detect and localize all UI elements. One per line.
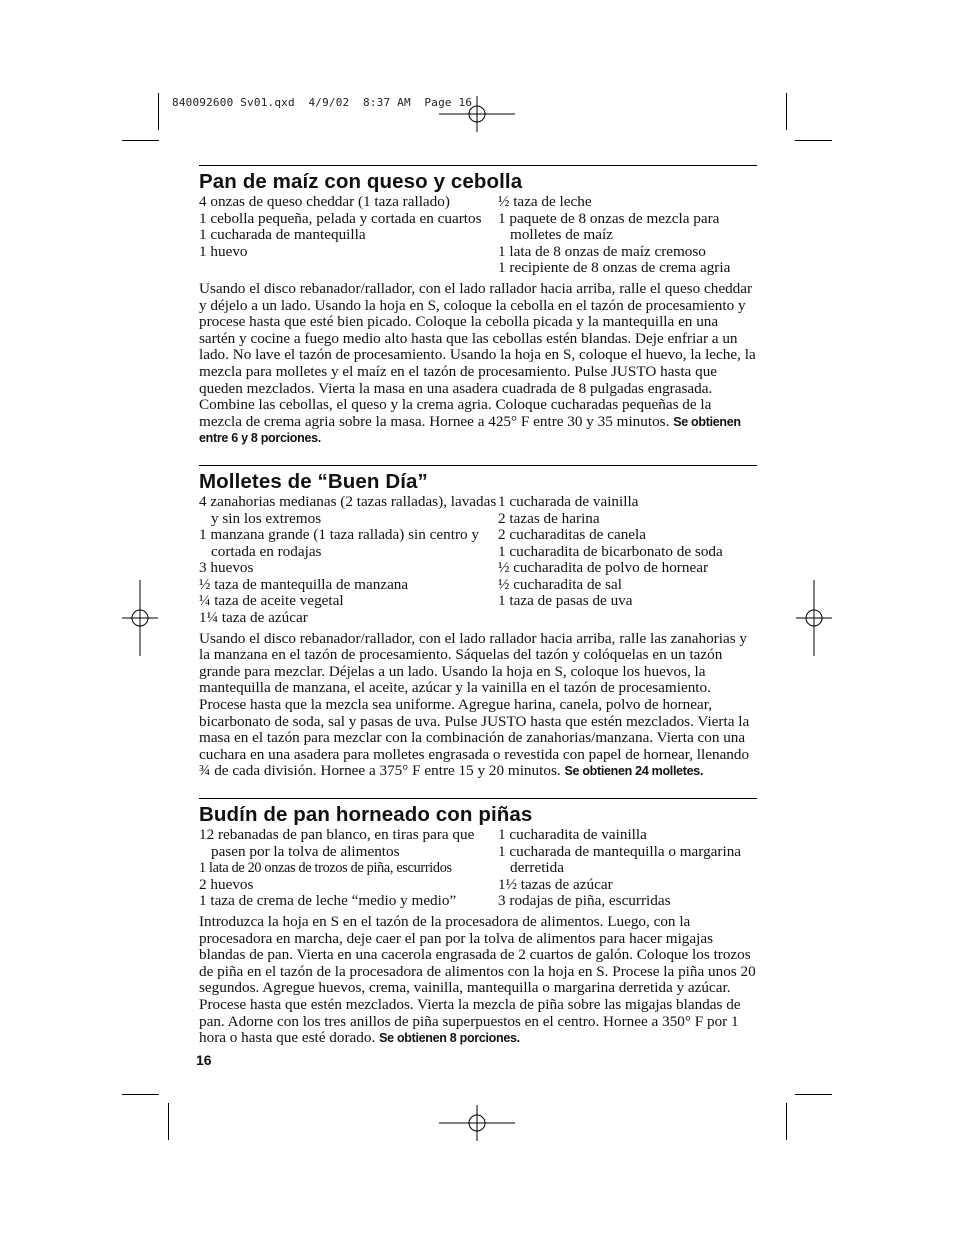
crop-mark bbox=[786, 93, 787, 130]
crop-mark bbox=[795, 140, 832, 141]
recipe-section bbox=[199, 798, 757, 1047]
crop-mark bbox=[122, 1094, 159, 1095]
ingredient-column-right bbox=[498, 827, 757, 910]
ingredient-list bbox=[199, 194, 757, 277]
ingredient: 3 huevos bbox=[199, 559, 254, 577]
crop-mark bbox=[122, 140, 159, 141]
recipe-directions bbox=[199, 281, 757, 447]
ingredient-column-left bbox=[199, 827, 498, 910]
ingredient: 1 manzana grande (1 taza rallada) sin centro y cortada en rodajas bbox=[199, 526, 479, 560]
recipe-section bbox=[199, 165, 757, 447]
ingredient-column-left bbox=[199, 194, 498, 277]
ingredient: 12 rebanadas de pan blanco, en tiras para que pasen por la tolva de alimentos bbox=[199, 826, 475, 860]
recipe-title: Molletes de “Buen Día” bbox=[199, 469, 428, 493]
ingredient: 2 cucharaditas de canela bbox=[498, 526, 646, 544]
recipe-directions bbox=[199, 631, 757, 780]
ingredient: ½ cucharadita de sal bbox=[498, 575, 622, 593]
ingredient: 1 lata de 8 onzas de maíz cremoso bbox=[498, 242, 706, 260]
ingredient: 1 taza de crema de leche “medio y medio” bbox=[199, 892, 457, 910]
ingredient: 4 onzas de queso cheddar (1 taza rallado) bbox=[199, 193, 450, 210]
recipe-yield: Se obtienen 24 molletes. bbox=[564, 764, 704, 779]
ingredient: 1 taza de pasas de uva bbox=[498, 592, 633, 610]
crop-mark bbox=[786, 1103, 787, 1140]
ingredient: ½ cucharadita de polvo de hornear bbox=[498, 559, 708, 577]
ingredient-list bbox=[199, 494, 757, 627]
directions-text: Introduzca la hoja en S en el tazón de la procesadora de alimentos. Luego, con la procesadora en marcha, deje caer el pan por la tolva de alimentos para hacer migajas blandas de pan. Vierta en una cacerola engrasada de 2 cuartos de galón. Coloque los trozos de piña en el tazón de la procesadora de alimentos con la hoja en S. Procese la piña unos 20 segundos. Agregue huevos, crema, vainilla, mantequilla o margarina derretida y azúcar. Procese hasta que estén mezclados. Vierta la mezcla de piña sobre las migajas blandas de pan. Adorne con los tres anillos de piña superpuestos en el centro. Hornee a 350° F por 1 hora o hasta que esté dorado. bbox=[199, 912, 756, 1047]
print-slug: 840092600 Sv01.qxd 4/9/02 8:37 AM Page 16 bbox=[172, 96, 473, 109]
ingredient: 1¼ taza de azúcar bbox=[199, 609, 308, 627]
recipe-page bbox=[199, 165, 757, 1065]
directions-text: Usando el disco rebanador/rallador, con el lado rallador hacia arriba, ralle las zanahorias y la manzana en el tazón de procesamiento. Sáquelas del tazón y colóquelas en un tazón grande para mezclar. Déjelas a un lado. Usando la hoja en S, coloque los huevos, la mantequilla de manzana, el aceite, azúcar y la vainilla en el tazón de procesamiento. Procese hasta que la mezcla sea uniforme. Agregue harina, canela, polvo de hornear, bicarbonato de soda, sal y pasas de uva. Pulse JUSTO hasta que estén mezclados. Vierta la masa en el tazón para mezclar con la combinación de zanahorias/manzana. Vierta con una cuchara en una asadera para molletes engrasada o revestida con papel de hornear, llenando ¾ de cada división. Hornee a 375° F entre 15 y 20 minutos. bbox=[199, 629, 750, 780]
recipe-section bbox=[199, 465, 757, 780]
ingredient: ½ taza de mantequilla de manzana bbox=[199, 575, 409, 593]
registration-mark-right bbox=[796, 580, 832, 656]
ingredient: 1 recipiente de 8 onzas de crema agria bbox=[498, 259, 731, 277]
crop-mark bbox=[158, 93, 159, 130]
ingredient: 1 lata de 20 onzas de trozos de piña, escurridos bbox=[199, 860, 452, 877]
ingredient: 1 cebolla pequeña, pelada y cortada en cuartos bbox=[199, 209, 482, 227]
registration-mark-bottom bbox=[439, 1105, 515, 1141]
ingredient: 1 paquete de 8 onzas de mezcla para molletes de maíz bbox=[498, 209, 720, 244]
ingredient: ¼ taza de aceite vegetal bbox=[199, 592, 344, 610]
ingredient-list bbox=[199, 827, 757, 910]
ingredient: 1 cucharadita de bicarbonato de soda bbox=[498, 542, 723, 560]
ingredient: 1 cucharada de mantequilla bbox=[199, 226, 366, 244]
ingredient: 2 tazas de harina bbox=[498, 509, 600, 527]
crop-mark bbox=[168, 1103, 169, 1140]
ingredient: 2 huevos bbox=[199, 875, 254, 893]
ingredient: ½ taza de leche bbox=[498, 193, 592, 210]
recipe-yield: Se obtienen 8 porciones. bbox=[379, 1031, 520, 1046]
recipe-yield: Se obtienen entre 6 y 8 porciones. bbox=[199, 414, 741, 446]
ingredient: 1½ tazas de azúcar bbox=[498, 875, 613, 893]
ingredient: 3 rodajas de piña, escurridas bbox=[498, 892, 671, 910]
registration-mark-top bbox=[439, 96, 515, 132]
recipe-title: Budín de pan horneado con piñas bbox=[199, 803, 533, 826]
ingredient: 1 cucharada de vainilla bbox=[498, 492, 639, 510]
directions-text: Usando el disco rebanador/rallador, con el lado rallador hacia arriba, ralle el queso cheddar y déjelo a un lado. Usando la hoja en S, coloque la cebolla en el tazón de procesamiento y procese hasta que esté bien picado. Coloque la cebolla picada y la mantequilla en una sartén y cocine a fuego medio alto hasta que las cebollas estén blandas. Deje enfriar a un lado. No lave el tazón de procesamiento. Usando la hoja en S, coloque el huevo, la leche, la mezcla para molletes y el maíz en el tazón de procesamiento. Pulse JUSTO hasta que queden mezclados. Vierta la masa en una asadera cuadrada de 8 pulgadas engrasada. Combine las cebollas, el queso y la crema agria. Coloque cucharadas pequeñas de la mezcla de crema agria sobre la masa. Hornee a 425° F entre 30 y 35 minutos. bbox=[199, 279, 756, 430]
ingredient: 1 cucharada de mantequilla o margarina derretida bbox=[498, 842, 742, 877]
recipe-title: Pan de maíz con queso y cebolla bbox=[199, 170, 523, 193]
ingredient-column-right bbox=[498, 494, 757, 627]
ingredient-column-right bbox=[498, 194, 757, 277]
ingredient: 4 zanahorias medianas (2 tazas ralladas), lavadas y sin los extremos bbox=[199, 492, 497, 527]
ingredient: 1 huevo bbox=[199, 242, 248, 260]
recipe-directions bbox=[199, 914, 757, 1047]
registration-mark-left bbox=[122, 580, 158, 656]
crop-mark bbox=[795, 1094, 832, 1095]
ingredient: 1 cucharadita de vainilla bbox=[498, 826, 647, 843]
ingredient-column-left bbox=[199, 494, 498, 627]
page-number: 16 bbox=[196, 1052, 212, 1068]
